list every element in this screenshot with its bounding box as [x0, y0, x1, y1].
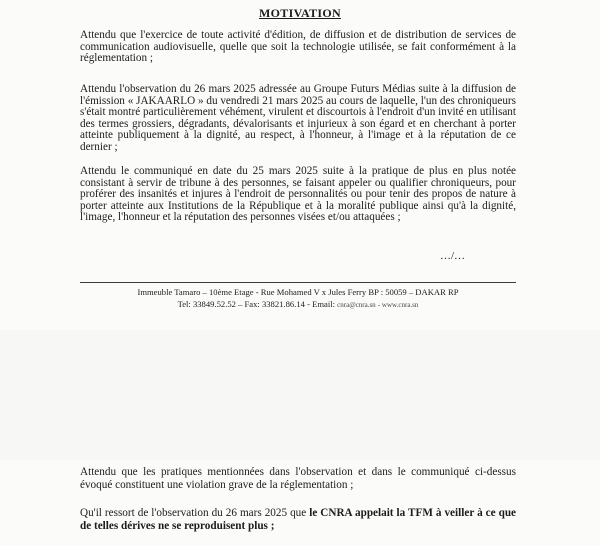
paragraph-communique: Attendu le communiqué en date du 25 mars 2025 suite à la pratique de plus en plus notée consistant à servir de tribune à des personnes, se faisant appeler ou qualifier chroniqueurs, pour proférer des insanités et injures à l'endroit de personnalités ou pour tenir des propos de nature à porter atteinte aux Institutions de la République et à la moralité publique ainsi qu'à la dignité, l'image, l'honneur et la réputation des personnes visées et/ou attaquées ;: [80, 165, 516, 224]
footer-email-label: Email:: [312, 299, 336, 309]
continuation-mark: …/…: [440, 250, 466, 262]
page-break-gap: [0, 330, 600, 460]
footer-divider: [80, 282, 516, 283]
paragraph-observation: Attendu l'observation du 26 mars 2025 adressée au Groupe Futurs Médias suite à la diffusion de l'émission « JAKAARLO » du vendredi 21 mars 2025 au cours de laquelle, l'un des chroniqueurs s'était montré particulièrement véhément, virulent et discourtois à l'endroit d'un invité en utilisant des termes grossiers, dégradants, dévalorisants et injurieux à son égard et en cherchant à porter atteinte publiquement à la dignité, au respect, à l'honneur, à l'image et à la réputation de ce dernier ;: [80, 83, 516, 153]
footer-address: Immeuble Tamaro – 10ème Etage - Rue Mohamed V x Jules Ferry BP : 50059 – DAKAR RP: [137, 287, 459, 297]
footer-phone-fax: Tel: 33849.52.52 – Fax: 33821.86.14 -: [177, 299, 310, 309]
footer-contact: [80, 299, 516, 310]
paragraph-regulation: Attendu que l'exercice de toute activité d'édition, de diffusion et de distribution de services de communication audiovisuelle, quelle que soit la technologie utilisée, se fait conformément à la réglementation ;: [80, 29, 516, 65]
footer-website: - www.cnra.sn: [377, 301, 419, 309]
section-heading: MOTIVATION: [259, 6, 341, 20]
paragraph-cnra-call-bold: le CNRA appelait la TFM à veiller à ce que de telles dérives ne se reproduisent plus ;: [80, 507, 517, 532]
paragraph-cnra-call-intro: Qu'il ressort de l'observation du 26 mars 2025 que: [80, 507, 310, 519]
footer-email: cnra@cnra.sn: [337, 301, 376, 309]
paragraph-cnra-call: [80, 507, 516, 532]
paragraph-violation: Attendu que les pratiques mentionnées dans l'observation et dans le communiqué ci-dessus évoqué constituent une violation grave de la réglementation ;: [80, 466, 516, 491]
